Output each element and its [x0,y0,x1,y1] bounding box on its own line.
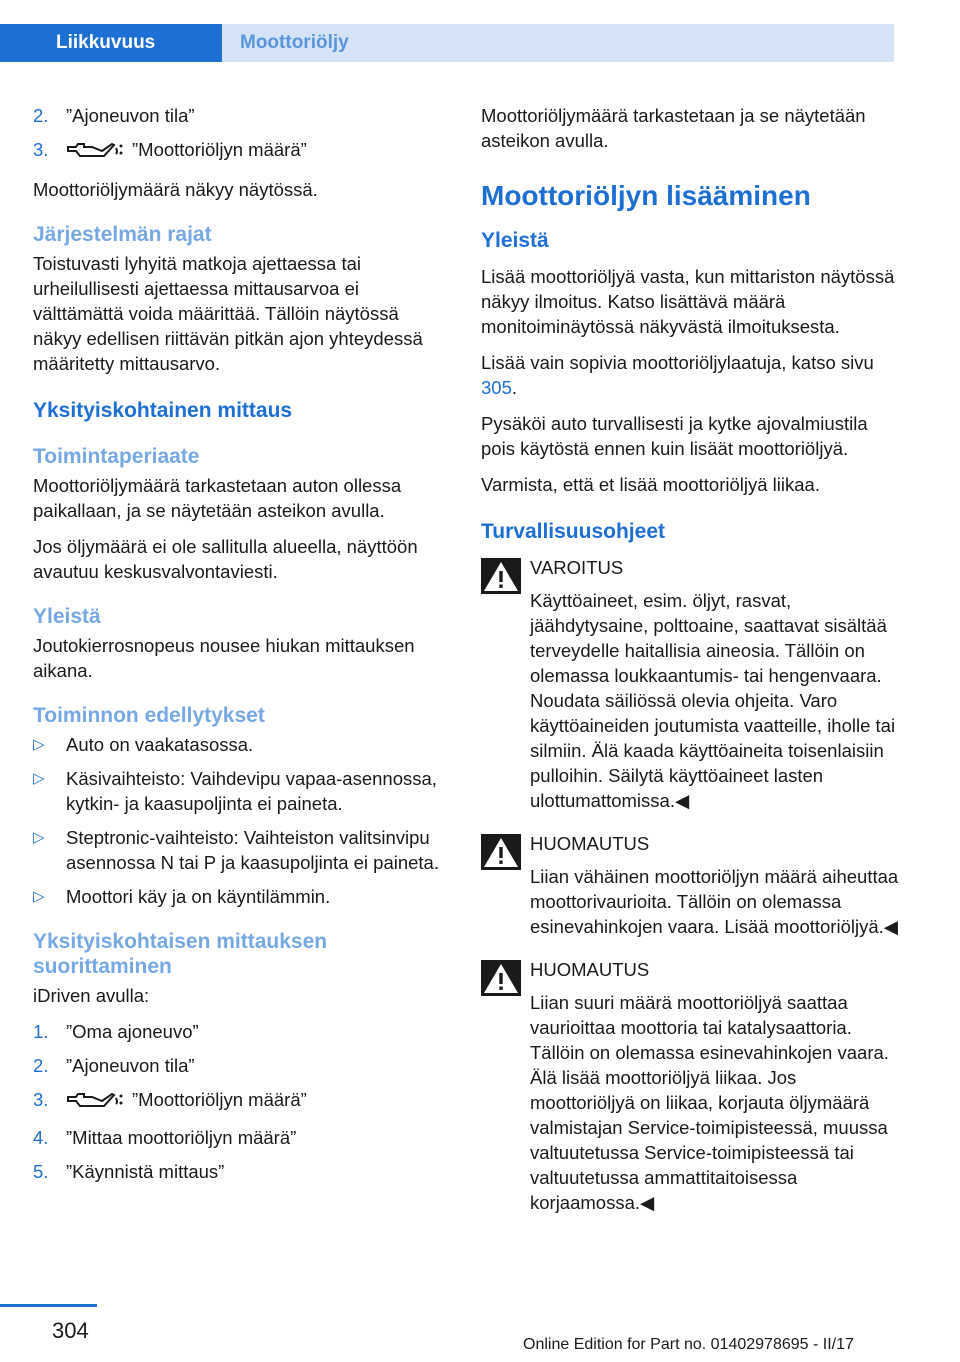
triangle-bullet-icon: ▷ [33,829,45,846]
page-number: 304 [52,1318,89,1343]
warning-block [481,831,899,939]
list-number: 4. [33,1127,49,1148]
list-item [33,1087,451,1116]
list-text: Auto on vaakatasossa. [66,734,254,755]
paragraph: Toistuvasti lyhyitä matkoja ajettaessa tai urheilullisesti ajettaessa mittausarvoa ei välttämättä voida määrittää. Tällöin näytössä näkyy edellisen riittävän pitkän ajon yhteydessä määritetty mittausarvo. [33,253,423,374]
list-item [33,884,451,909]
warning-title: VAROITUS [530,557,624,578]
top-list [33,103,451,166]
paragraph: Lisää moottoriöljyä vasta, kun mittariston näytössä näkyy ilmoitus. Katso lisättävä määrä monitoiminäytössä näkyvästä ilmoituksesta. [481,266,895,337]
list-number: 3. [33,1089,49,1110]
warning-text: Liian suuri määrä moottoriöljyä saattaa vaurioittaa moottoria tai katalysaattoria. Tällöin on olemassa esinevahinkojen vaara. Älä lisää moottoriöljyä liikaa. Jos moottoriöljyä on liikaa, korjauta öljymäärä valmistajan Service-toimipisteessä, muussa valtuutetussa Service-toimipisteessä tai valtuutetussa ammattitaitoisessa korjaamossa.◀ [530,992,889,1213]
list-number: 1. [33,1021,49,1042]
list-text: ”Käynnistä mittaus” [66,1161,225,1182]
list-text: ”Ajoneuvon tila” [66,105,195,126]
paragraph: Moottoriöljymäärä näkyy näytössä. [33,179,318,200]
tab-moottorioljy[interactable]: Moottoriöljy [222,24,894,62]
list-text: Käsivaihteisto: Vaihdevipu vapaa-asennossa, kytkin- ja kaasupoljinta ei paineta. [66,768,437,814]
paragraph: Moottoriöljymäärä tarkastetaan ja se näytetään asteikon avulla. [481,105,866,151]
list-item [33,1019,451,1044]
conditions-list [33,732,451,909]
oil-can-icon [66,140,124,166]
list-item [33,766,451,816]
warning-block [481,957,899,1215]
page-link[interactable]: 305 [481,377,512,398]
paragraph: Jos öljymäärä ei ole sallitulla alueella, näyttöön avautuu keskusvalvontaviesti. [33,536,418,582]
heading-perform: Yksityiskohtaisen mittauksen suorittaminen [33,930,328,978]
list-item [33,1159,451,1184]
warning-triangle-icon [481,960,521,1002]
warning-title: HUOMAUTUS [530,833,650,854]
footer-rule [0,1304,97,1307]
heading-safety: Turvallisuusohjeet [481,520,665,543]
paragraph: Pysäköi auto turvallisesti ja kytke ajovalmiustila pois käytöstä ennen kuin lisäät moottoriöljyä. [481,413,868,459]
list-item [33,1125,451,1150]
list-item [33,103,451,128]
list-number: 2. [33,105,49,126]
tab-liikkuvuus[interactable]: Liikkuvuus [0,24,222,62]
list-item [33,825,451,875]
heading-general: Yleistä [33,605,101,628]
list-text: ”Moottoriöljyn määrä” [132,1089,307,1110]
paragraph-text: . [511,377,518,398]
edition-text: Online Edition for Part no. 01402978695 - II/17 [523,1336,854,1353]
paragraph: iDriven avulla: [33,985,150,1006]
heading-limits: Järjestelmän rajat [33,223,212,246]
paragraph [481,350,899,400]
triangle-bullet-icon: ▷ [33,888,45,905]
paragraph: Joutokierrosnopeus nousee hiukan mittauksen aikana. [33,635,415,681]
right-column [481,103,899,1233]
list-item [33,1053,451,1078]
warning-text: Liian vähäinen moottoriöljyn määrä aiheuttaa moottorivaurioita. Tällöin on olemassa esinevahinkojen vaara. Lisää moottoriöljyä.◀ [530,866,899,937]
paragraph: Moottoriöljymäärä tarkastetaan auton ollessa paikallaan, ja se näytetään asteikon avulla. [33,475,402,521]
triangle-bullet-icon: ▷ [33,770,45,787]
oil-can-icon [66,1090,124,1116]
heading-conditions: Toiminnon edellytykset [33,704,265,727]
list-number: 5. [33,1161,49,1182]
warning-block [481,555,899,813]
list-text: ”Mittaa moottoriöljyn määrä” [66,1127,297,1148]
list-item [33,137,451,166]
warning-triangle-icon [481,558,521,600]
heading-detailed: Yksityiskohtainen mittaus [33,399,293,422]
warning-text: Käyttöaineet, esim. öljyt, rasvat, jäähdytysaine, polttoaine, saattavat sisältää terveydelle haitallisia aineosia. Tällöin on olemassa loukkaantumis- tai hengenvaara. Noudata säiliössä olevia ohjeita. Varo käyttöaineiden joutumista vaatteille, iholle tai silmiin. Älä kaada käyttöaineita toisenlaisiin pulloihin. Säilytä käyttöaineet lasten ulottumattomissa.◀ [530,590,896,811]
steps-list [33,1019,451,1184]
heading-principle: Toimintaperiaate [33,445,200,468]
list-text: ”Moottoriöljyn määrä” [132,139,307,160]
left-column [33,103,451,1195]
list-text: ”Oma ajoneuvo” [66,1021,199,1042]
list-number: 3. [33,139,49,160]
warning-title: HUOMAUTUS [530,959,650,980]
list-number: 2. [33,1055,49,1076]
heading-general: Yleistä [481,229,549,252]
heading-add-oil: Moottoriöljyn lisääminen [481,180,811,211]
warning-triangle-icon [481,834,521,876]
triangle-bullet-icon: ▷ [33,736,45,753]
list-text: Steptronic-vaihteisto: Vaihteiston valitsinvipu asennossa N tai P ja kaasupoljinta ei paineta. [66,827,439,873]
list-text: ”Ajoneuvon tila” [66,1055,195,1076]
list-text: Moottori käy ja on käyntilämmin. [66,886,331,907]
list-item [33,732,451,757]
paragraph-text: Lisää vain sopivia moottoriöljylaatuja, katso sivu [481,352,874,373]
paragraph: Varmista, että et lisää moottoriöljyä liikaa. [481,474,820,495]
header-tabs [0,24,894,62]
